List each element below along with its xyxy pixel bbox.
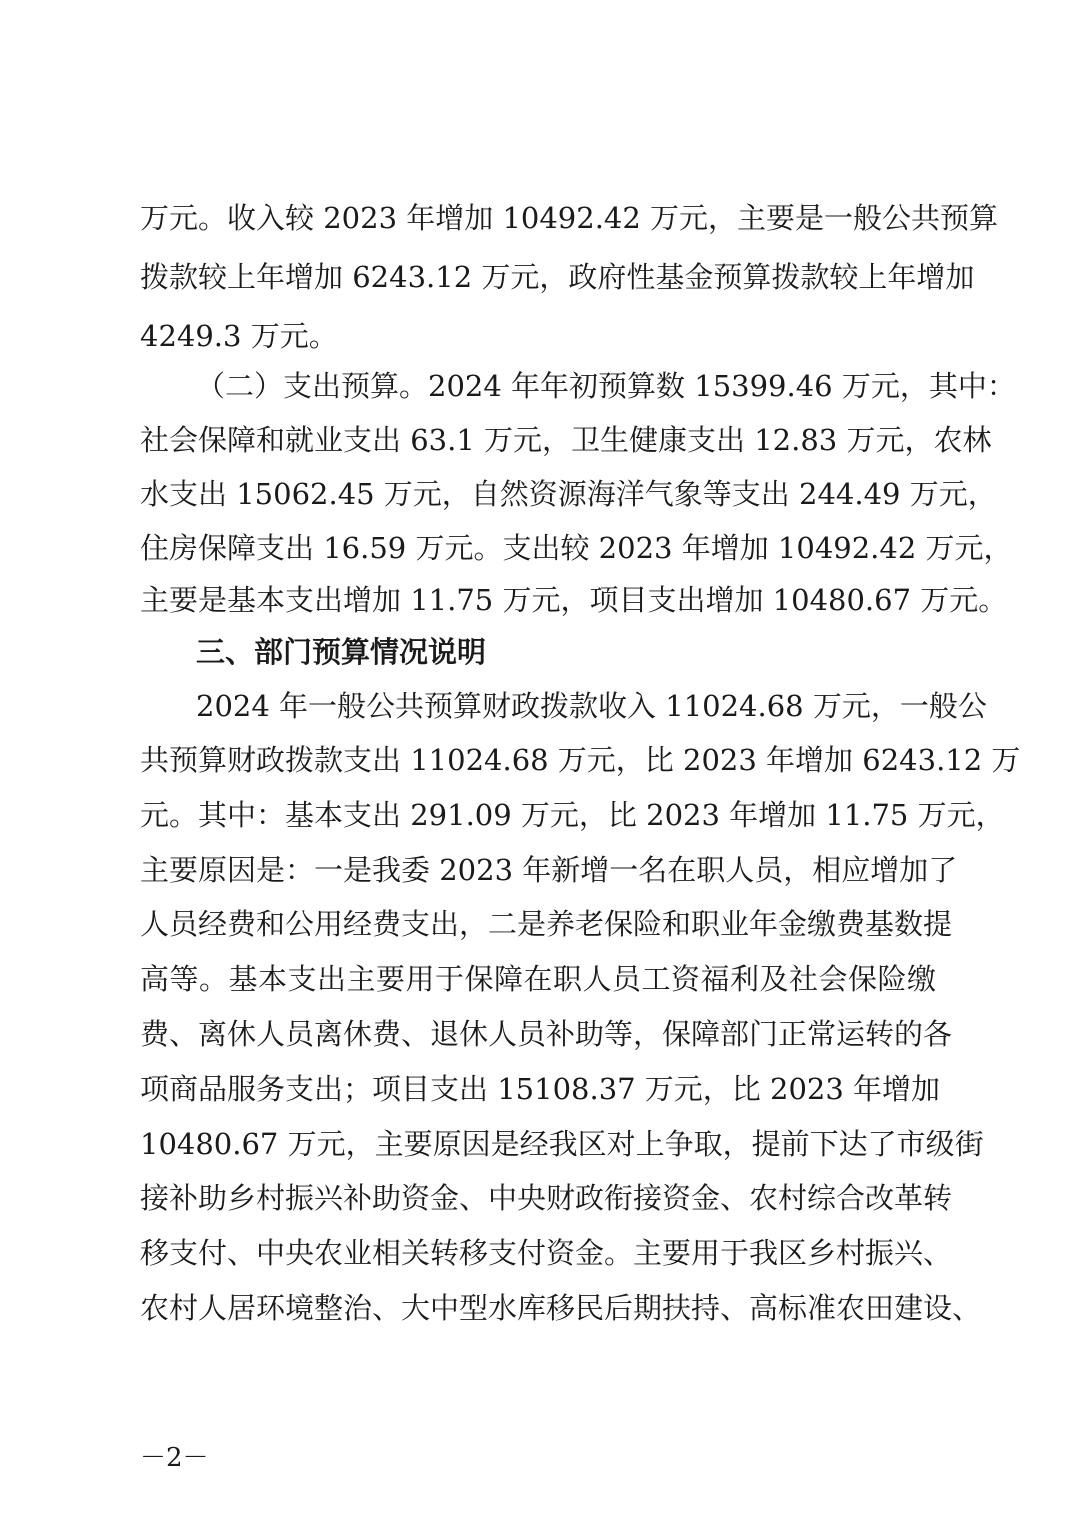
- text-line: 农村人居环境整治、大中型水库移民后期扶持、高标准农田建设、: [140, 1291, 982, 1325]
- text-line: 2024 年一般公共预算财政拨款收入 11024.68 万元，一般公: [196, 689, 987, 723]
- section-heading: 三、部门预算情况说明: [196, 635, 487, 669]
- text-line: 元。其中：基本支出 291.09 万元，比 2023 年增加 11.75 万元，: [140, 798, 1005, 832]
- sub-heading-label: （二）: [196, 369, 284, 403]
- text-line: 高等。基本支出主要用于保障在职人员工资福利及社会保险缴: [140, 962, 936, 996]
- text-line: 4249.3 万元。: [140, 319, 338, 353]
- text-line: 移支付、中央农业相关转移支付资金。主要用于我区乡村振兴、: [140, 1236, 953, 1270]
- sub-heading-line: [196, 366, 1016, 406]
- text-line: 人员经费和公用经费支出，二是养老保险和职业年金缴费基数提: [140, 907, 953, 941]
- page-number: －2－: [140, 1443, 209, 1473]
- sub-heading-text: 支出预算。2024 年年初预算数 15399.46 万元，其中：: [283, 369, 1016, 403]
- text-line: 主要原因是：一是我委 2023 年新增一名在职人员，相应增加了: [140, 853, 958, 887]
- text-line: 项商品服务支出；项目支出 15108.37 万元，比 2023 年增加: [140, 1072, 941, 1106]
- text-line: 费、离休人员离休费、退休人员补助等，保障部门正常运转的各: [140, 1017, 953, 1051]
- text-line: 接补助乡村振兴补助资金、中央财政衔接资金、农村综合改革转: [140, 1181, 953, 1215]
- text-line: 社会保障和就业支出 63.1 万元，卫生健康支出 12.83 万元，农林: [140, 423, 992, 457]
- text-line: 水支出 15062.45 万元，自然资源海洋气象等支出 244.49 万元，: [140, 477, 997, 511]
- text-line: 10480.67 万元，主要原因是经我区对上争取，提前下达了市级街: [140, 1127, 984, 1161]
- text-line: 主要是基本支出增加 11.75 万元，项目支出增加 10480.67 万元。: [140, 583, 1008, 617]
- text-line: 万元。收入较 2023 年增加 10492.42 万元，主要是一般公共预算: [140, 201, 999, 235]
- text-line: 拨款较上年增加 6243.12 万元，政府性基金预算拨款较上年增加: [140, 260, 975, 294]
- text-line: 共预算财政拨款支出 11024.68 万元，比 2023 年增加 6243.12 万: [140, 743, 1021, 777]
- text-line: 住房保障支出 16.59 万元。支出较 2023 年增加 10492.42 万元，: [140, 531, 1013, 565]
